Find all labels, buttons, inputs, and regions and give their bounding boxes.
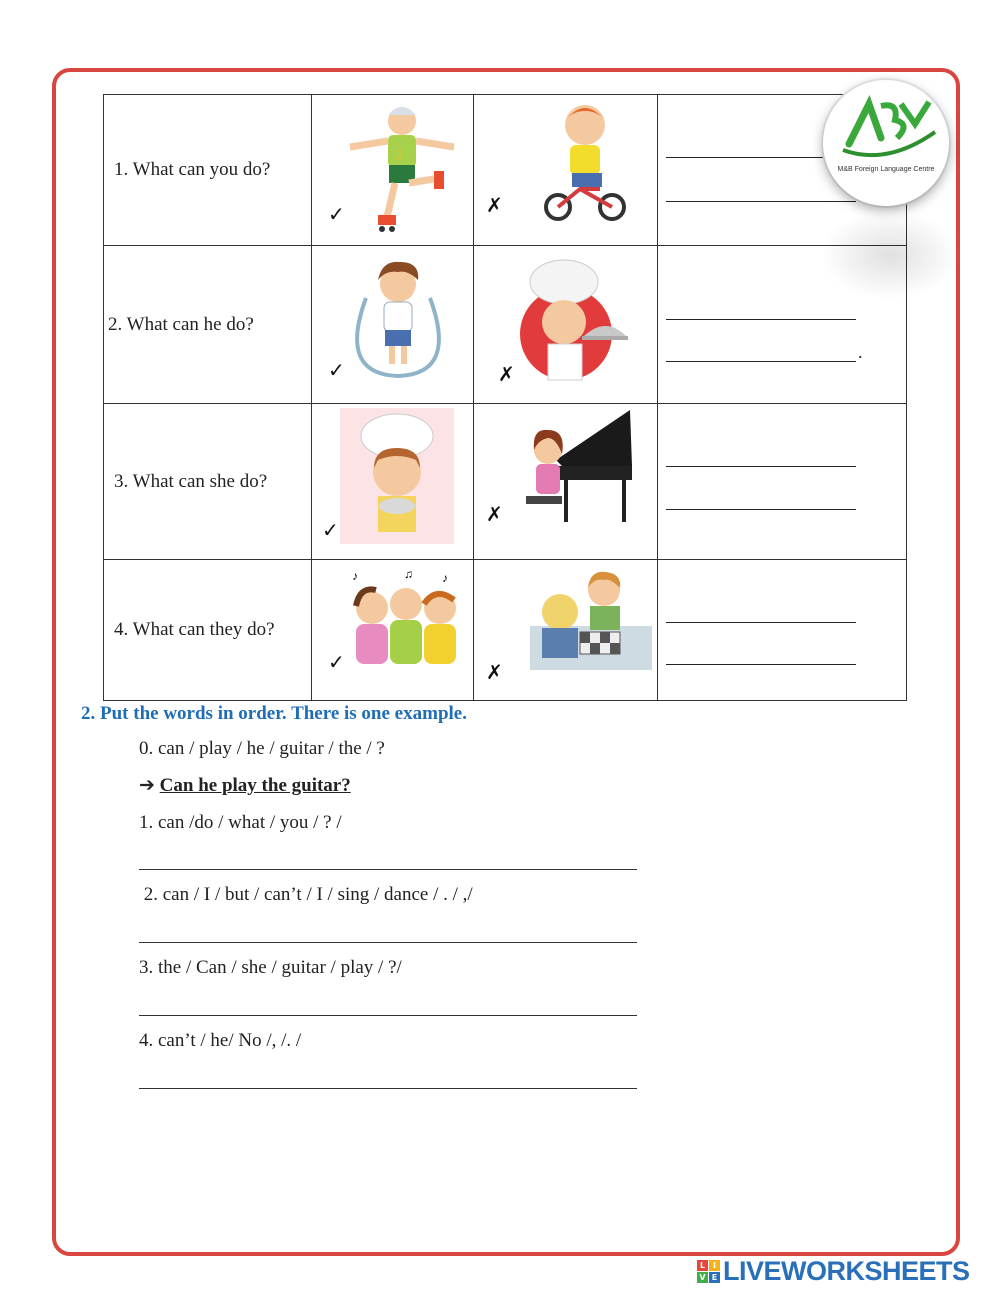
brand-block: E	[709, 1272, 720, 1283]
brand-block: I	[709, 1260, 720, 1271]
can-picture-cell	[312, 404, 474, 560]
boy-bike-picture	[540, 99, 630, 227]
can-picture-cell	[312, 560, 474, 701]
example-answer	[139, 774, 351, 797]
cannot-picture-cell	[474, 560, 658, 701]
cannot-picture-cell	[474, 246, 658, 404]
svg-text:♫: ♫	[404, 567, 413, 581]
cannot-picture-cell	[474, 95, 658, 246]
exercise-table	[103, 94, 907, 701]
cross-mark: ✗	[486, 502, 503, 526]
table-row	[104, 246, 907, 404]
item-2-prompt: 2. can / I / but / can’t / I / sing / dance / . / ,/	[139, 884, 473, 905]
period: .	[858, 342, 863, 362]
brand-block: V	[697, 1272, 708, 1283]
cross-mark: ✗	[486, 660, 503, 684]
question-cell	[104, 95, 312, 246]
boy-jumping-rope-picture	[338, 254, 458, 382]
check-mark: ✓	[328, 358, 345, 382]
boy-chef-picture	[514, 256, 629, 384]
table-row	[104, 95, 907, 246]
exercise-2-title: 2. Put the words in order. There is one example.	[81, 703, 467, 724]
brand-name: LIVEWORKSHEETS	[723, 1255, 970, 1286]
answer-rule	[139, 1088, 637, 1089]
boy-rollerskating-picture	[342, 99, 462, 239]
check-mark: ✓	[322, 518, 339, 542]
item-1-prompt: 1. can /do / what / you / ? /	[139, 812, 342, 833]
question-text: 3. What can she do?	[114, 470, 268, 492]
table-row	[104, 560, 907, 701]
svg-text:♪: ♪	[352, 569, 358, 583]
can-picture-cell	[312, 95, 474, 246]
boys-chess-picture	[530, 566, 652, 670]
answer-rule	[139, 942, 637, 943]
svg-text:2: 2	[396, 148, 403, 163]
question-cell	[104, 404, 312, 560]
answer-line	[666, 664, 856, 665]
answer-line	[666, 201, 856, 202]
answer-rule	[139, 869, 637, 870]
centre-logo	[823, 80, 949, 206]
girl-piano-picture	[526, 410, 636, 526]
question-cell	[104, 246, 312, 404]
answer-cell	[658, 404, 907, 560]
example-answer-text: Can he play the guitar?	[159, 775, 351, 796]
check-mark: ✓	[328, 202, 345, 226]
item-3-prompt: 3. the / Can / she / guitar / play / ?/	[139, 957, 402, 978]
answer-line	[666, 509, 856, 510]
answer-line	[666, 319, 856, 320]
answer-rule	[139, 1015, 637, 1016]
girl-cooking-picture	[340, 408, 454, 544]
logo-caption: M&B Foreign Language Centre	[837, 166, 935, 173]
cross-mark: ✗	[486, 193, 503, 217]
question-text: 1. What can you do?	[114, 159, 271, 180]
brand-block: L	[697, 1260, 708, 1271]
answer-line	[666, 466, 856, 467]
cross-mark: ✗	[498, 362, 515, 386]
check-mark: ✓	[328, 650, 345, 674]
question-cell	[104, 560, 312, 701]
cannot-picture-cell	[474, 404, 658, 560]
can-picture-cell	[312, 246, 474, 404]
table-row	[104, 404, 907, 560]
example-prompt: 0. can / play / he / guitar / the / ?	[139, 738, 385, 759]
answer-line	[666, 361, 856, 362]
svg-text:♪: ♪	[442, 571, 448, 585]
liveworksheets-brand	[697, 1256, 970, 1286]
answer-cell	[658, 560, 907, 701]
children-singing-picture	[346, 566, 466, 674]
question-text: 2. What can he do?	[108, 313, 254, 335]
brand-blocks-icon	[697, 1260, 720, 1283]
question-text: 4. What can they do?	[114, 619, 275, 640]
logo-mark-icon	[823, 80, 949, 166]
logo-shadow	[820, 210, 960, 300]
item-4-prompt: 4. can’t / he/ No /, /. /	[139, 1030, 302, 1051]
arrow-icon: ➔	[139, 774, 155, 796]
answer-line	[666, 622, 856, 623]
